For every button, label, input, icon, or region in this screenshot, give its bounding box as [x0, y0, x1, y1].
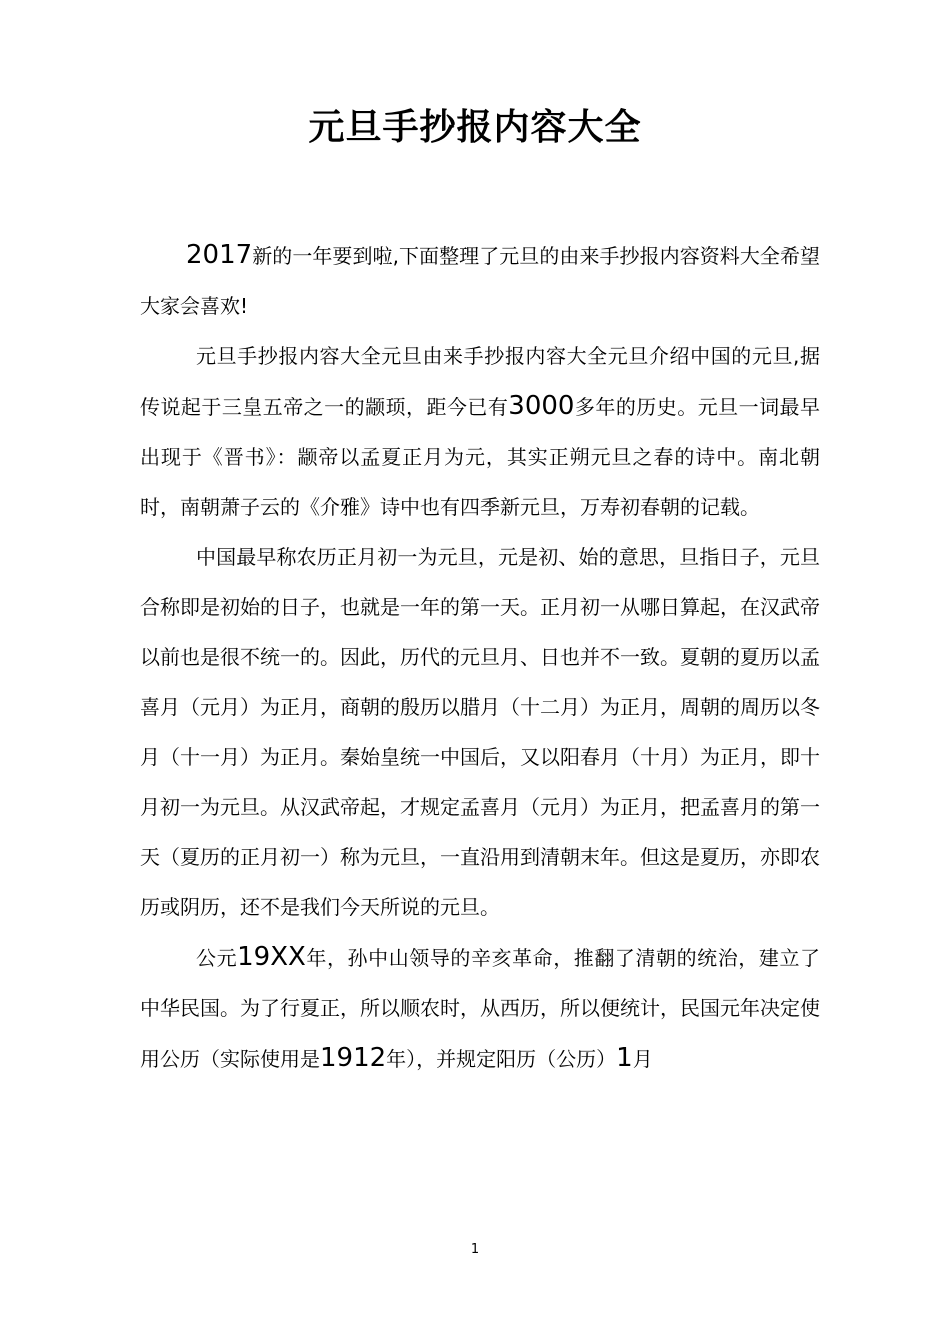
paragraph-text: 年），并规定阳历（公历） — [386, 1047, 617, 1071]
paragraph-text: 年，孙中山领导的辛亥革命，推翻了清朝的统治，建立了中华民国。为了行夏正，所以顺农时，从西历，所以便统计，民国元年决定使用公历（实际使用是 — [140, 946, 821, 1071]
document-title: 元旦手抄报内容大全 — [308, 107, 642, 148]
body-paragraph — [140, 230, 820, 331]
paragraph-text: 多年的历史。元旦一词最早出现于《晋书》：颛帝以孟夏正月为元，其实正朔元旦之春的诗中。南北朝时，南朝萧子云的《介雅》诗中也有四季新元旦，万寿初春朝的记载。 — [140, 395, 820, 519]
paragraph-number: 19XX — [237, 942, 306, 972]
paragraph-text: 中国最早称农历正月初一为元旦，元是初、始的意思，旦指日子，元旦合称即是初始的日子，也就是一年的第一天。正月初一从哪日算起，在汉武帝以前也是很不统一的。因此，历代的元旦月、日也并不一致。夏朝的夏历以孟喜月（元月）为正月，商朝的殷历以腊月（十二月）为正月，周朝的周历以冬月（十一月）为正月。秦始皇统一中国后，又以阳春月（十月）为正月，即十月初一为元旦。从汉武帝起，才规定孟喜月（元月）为正月，把孟喜月的第一天（夏历的正月初一）称为元旦，一直沿用到清朝末年。但这是夏历，亦即农历或阴历，还不是我们今天所说的元旦。 — [140, 545, 820, 919]
paragraph-number: 3000 — [508, 391, 575, 421]
body-paragraph — [140, 331, 820, 532]
body-paragraph — [140, 532, 820, 932]
paragraph-text: 月 — [632, 1047, 653, 1071]
paragraph-number: 1912 — [320, 1043, 387, 1073]
page-number: 1 — [470, 1242, 480, 1257]
paragraph-text: 元旦手抄报内容大全元旦由来手抄报内容大全元旦介绍中国的元旦,据传说起于三皇五帝之一的颛顼，距今已有 — [140, 344, 820, 419]
body-paragraph — [140, 932, 820, 1084]
paragraph-text: 新的一年要到啦,下面整理了元旦的由来手抄报内容资料大全希望大家会喜欢! — [140, 244, 820, 318]
document-body — [140, 230, 820, 1084]
paragraph-number: 1 — [616, 1043, 633, 1073]
paragraph-number: 2017 — [186, 240, 253, 270]
paragraph-text: 公元 — [196, 946, 238, 970]
